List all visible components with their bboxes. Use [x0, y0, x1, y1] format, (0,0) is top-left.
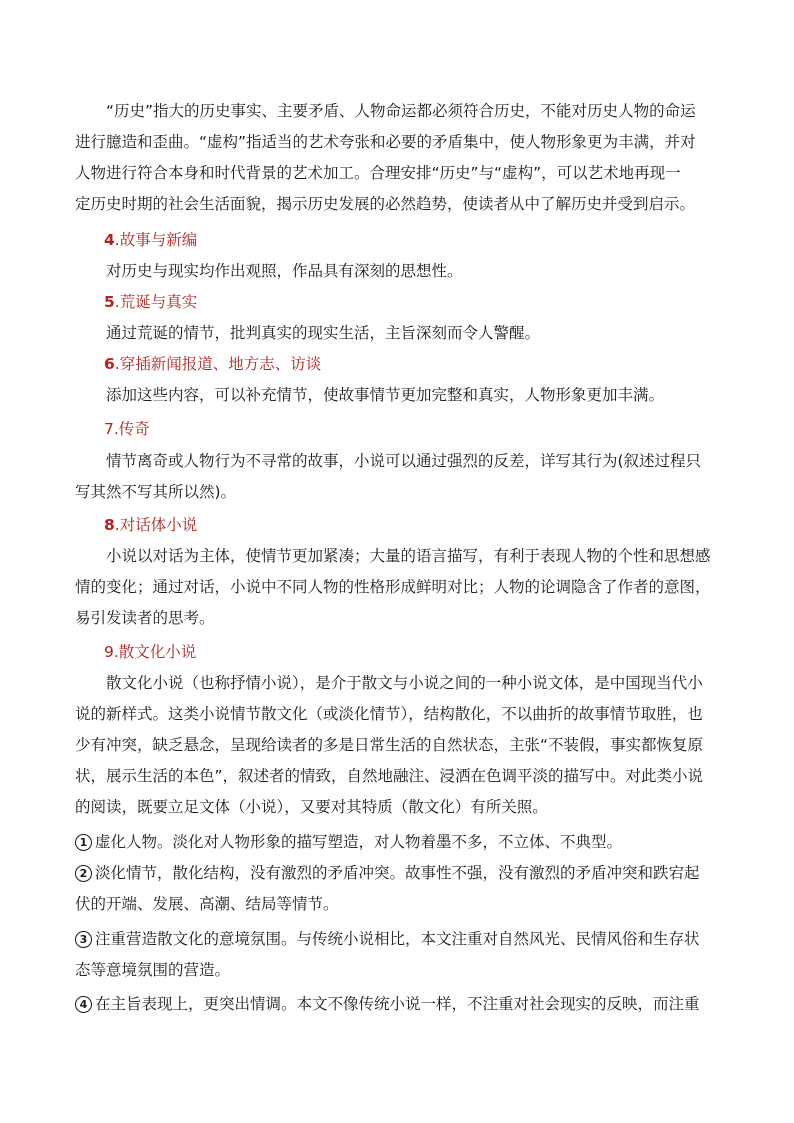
- section-4-heading: 4.故事与新编: [104, 231, 198, 249]
- section-8-heading: 8.对话体小说: [104, 516, 198, 534]
- circled-number-3: 3: [75, 931, 92, 948]
- point-2-line-2: 伏的开端、发展、高潮、结局等情节。: [75, 895, 339, 913]
- section-6-heading: 6.穿插新闻报道、地方志、访谈: [104, 355, 322, 373]
- circled-number-2: 2: [75, 865, 92, 882]
- section-7-line-1: 情节离奇或人物行为不寻常的故事，小说可以通过强烈的反差，详写其行为(叙述过程只: [106, 452, 702, 470]
- section-5-body: 通过荒诞的情节，批判真实的现实生活，主旨深刻而令人警醒。: [106, 324, 541, 342]
- section-7-line-2: 写其然不写其所以然)。: [75, 483, 237, 501]
- circled-number-4: 4: [75, 996, 92, 1013]
- intro-line-4: 定历史时期的社会生活面貌，揭示历史发展的必然趋势，使读者从中了解历史并受到启示。: [75, 195, 696, 213]
- section-8-line-2: 情的变化；通过对话，小说中不同人物的性格形成鲜明对比；人物的论调隐含了作者的意图，: [75, 578, 711, 596]
- section-9-line-4: 状，展示生活的本色”，叙述者的情致，自然地融注、浸洒在色调平淡的描写中。对此类小说: [75, 767, 704, 785]
- intro-line-1: “历史”指大的历史事实、主要矛盾、人物命运都必须符合历史，不能对历史人物的命运: [106, 102, 696, 120]
- section-8-line-1: 小说以对话为主体，使情节更加紧凑；大量的语言描写，有利于表现人物的个性和思想感: [106, 547, 711, 565]
- section-7-heading: 7.传奇: [104, 420, 150, 438]
- section-9-heading: 9.散文化小说: [104, 643, 197, 661]
- section-6-body: 添加这些内容，可以补充情节，使故事情节更加完整和真实，人物形象更加丰满。: [106, 386, 665, 404]
- point-2-line-1: 2 淡化情节，散化结构，没有激烈的矛盾冲突。故事性不强，没有激烈的矛盾冲突和跌宕起: [75, 858, 737, 889]
- point-3-line-2: 态等意境氛围的营造。: [75, 961, 231, 979]
- section-4-body: 对历史与现实均作出观照，作品具有深刻的思想性。: [106, 262, 463, 280]
- section-5-heading: 5.荒诞与真实: [104, 293, 198, 311]
- section-9-line-2: 说的新样式。这类小说情节散文化（或淡化情节），结构散化，不以曲折的故事情节取胜，也: [75, 705, 703, 723]
- intro-line-3: 人物进行符合本身和时代背景的艺术加工。合理安排“历史”与“虚构”，可以艺术地再现一: [75, 164, 681, 182]
- section-9-line-5: 的阅读，既要立足文体（小说），又要对其特质（散文化）有所关照。: [75, 798, 548, 816]
- circled-number-1: 1: [75, 834, 92, 851]
- point-4-line-1: 4 在主旨表现上，更突出情调。本文不像传统小说一样，不注重对社会现实的反映，而注重: [75, 989, 737, 1020]
- section-8-line-3: 易引发读者的思考。: [75, 609, 215, 627]
- point-1: 1 虚化人物。淡化对人物形象的描写塑造，对人物着墨不多，不立体、不典型。: [75, 827, 737, 858]
- point-3-line-1: 3 注重营造散文化的意境氛围。与传统小说相比，本文注重对自然风光、民情风俗和生存状: [75, 924, 737, 955]
- section-9-line-3: 少有冲突，缺乏悬念，呈现给读者的多是日常生活的自然状态，主张“不装假，事实都恢复原: [75, 736, 704, 754]
- section-9-line-1: 散文化小说（也称抒情小说），是介于散文与小说之间的一种小说文体，是中国现当代小: [106, 674, 703, 692]
- intro-line-2: 进行臆造和歪曲。“虚构”指适当的艺术夸张和必要的矛盾集中，使人物形象更为丰满，并对: [75, 133, 696, 151]
